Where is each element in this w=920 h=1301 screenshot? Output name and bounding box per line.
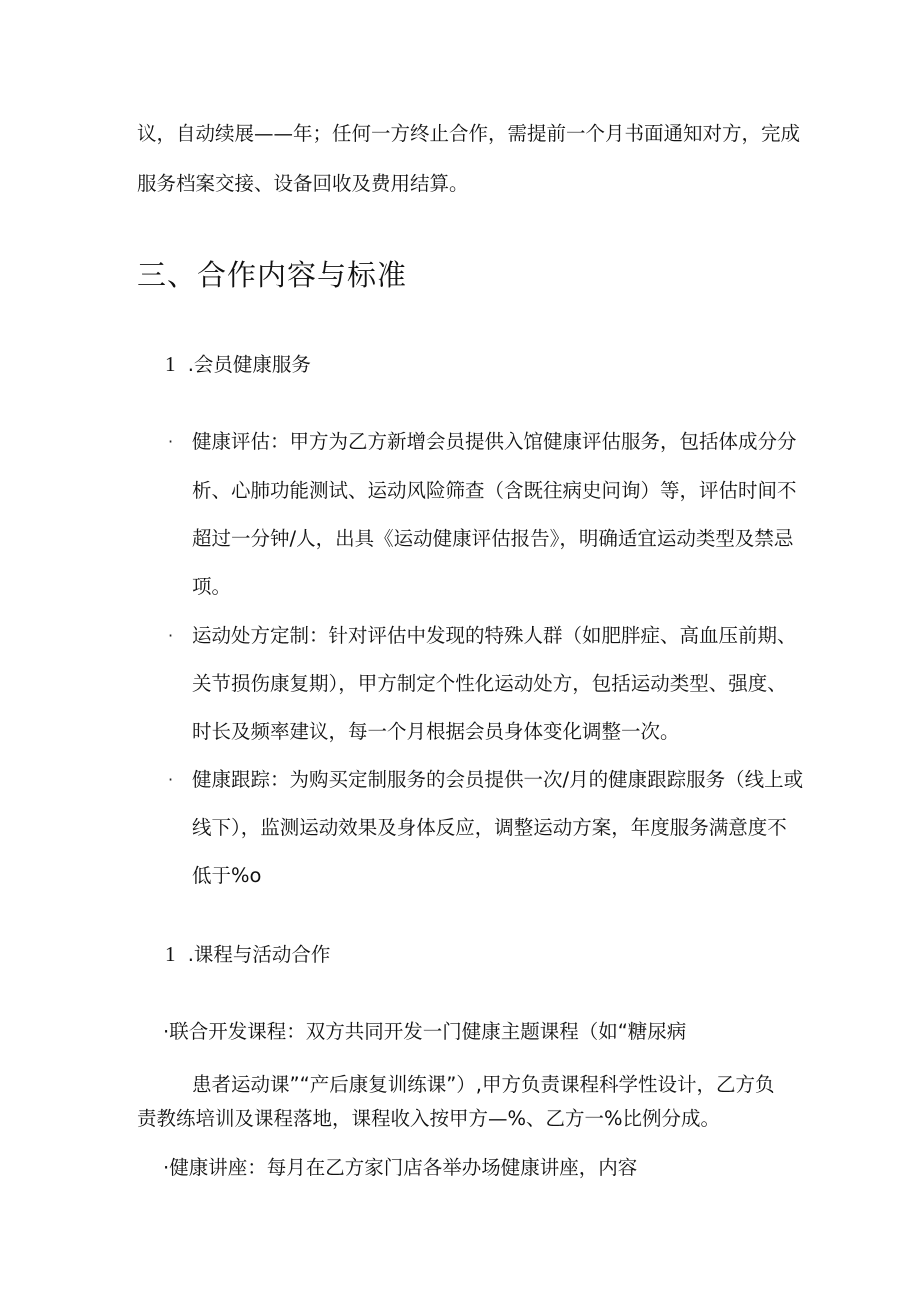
- course-item-line-1: ·联合开发课程：双方共同开发一门健康主题课程（如“糖尿病: [163, 1020, 687, 1043]
- bullet-item-text: 线下），监测运动效果及身体反应，调整运动方案，年度服务满意度不: [192, 816, 787, 839]
- subsection-heading-1: [165, 351, 311, 378]
- bullet-marker: ·: [168, 770, 174, 789]
- subsection-heading-2: [165, 941, 330, 968]
- bullet-item-text: 低于%o: [192, 864, 262, 887]
- subsection-number: 1: [165, 942, 176, 966]
- bullet-item-text: 项。: [192, 575, 232, 598]
- subsection-label: .会员健康服务: [187, 353, 311, 376]
- bullet-marker: ·: [168, 432, 174, 451]
- bullet-item-text: 关节损伤康复期），甲方制定个性化运动处方，包括运动类型、强度、: [192, 672, 787, 695]
- bullet-item-text: 运动处方定制：针对评估中发现的特殊人群（如肥胖症、高血压前期、: [192, 624, 797, 647]
- bullet-item-text: 时长及频率建议，每一个月根据会员身体变化调整一次。: [192, 720, 680, 743]
- bullet-item-text: 健康评估：甲方为乙方新增会员提供入馆健康评估服务，包括体成分分: [192, 430, 797, 453]
- bullet-marker: ·: [168, 626, 174, 645]
- intro-line-2: 服务档案交接、设备回收及费用结算。: [137, 172, 469, 195]
- course-item-line-2: 患者运动课”“产后康复训练课”）,甲方负责课程科学性设计，乙方负: [192, 1073, 775, 1096]
- lecture-item-line-1: ·健康讲座：每月在乙方家门店各举办场健康讲座，内容: [163, 1156, 638, 1179]
- subsection-number: 1: [165, 352, 176, 376]
- subsection-label: .课程与活动合作: [187, 943, 331, 966]
- section-heading: 三、合作内容与标准: [137, 258, 408, 292]
- intro-line-1: 议，自动续展——年；任何一方终止合作，需提前一个月书面通知对方，完成: [137, 122, 801, 145]
- bullet-item-text: 超过一分钟/人，出具《运动健康评估报告》，明确适宜运动类型及禁忌: [192, 527, 794, 550]
- course-item-line-3: 责教练培训及课程落地，课程收入按甲方—%、乙方一%比例分成。: [137, 1107, 721, 1130]
- bullet-item-text: 健康跟踪：为购买定制服务的会员提供一次/月的健康跟踪服务（线上或: [192, 768, 804, 791]
- bullet-item-text: 析、心肺功能测试、运动风险筛查（含既往病史问询）等，评估时间不: [192, 479, 797, 502]
